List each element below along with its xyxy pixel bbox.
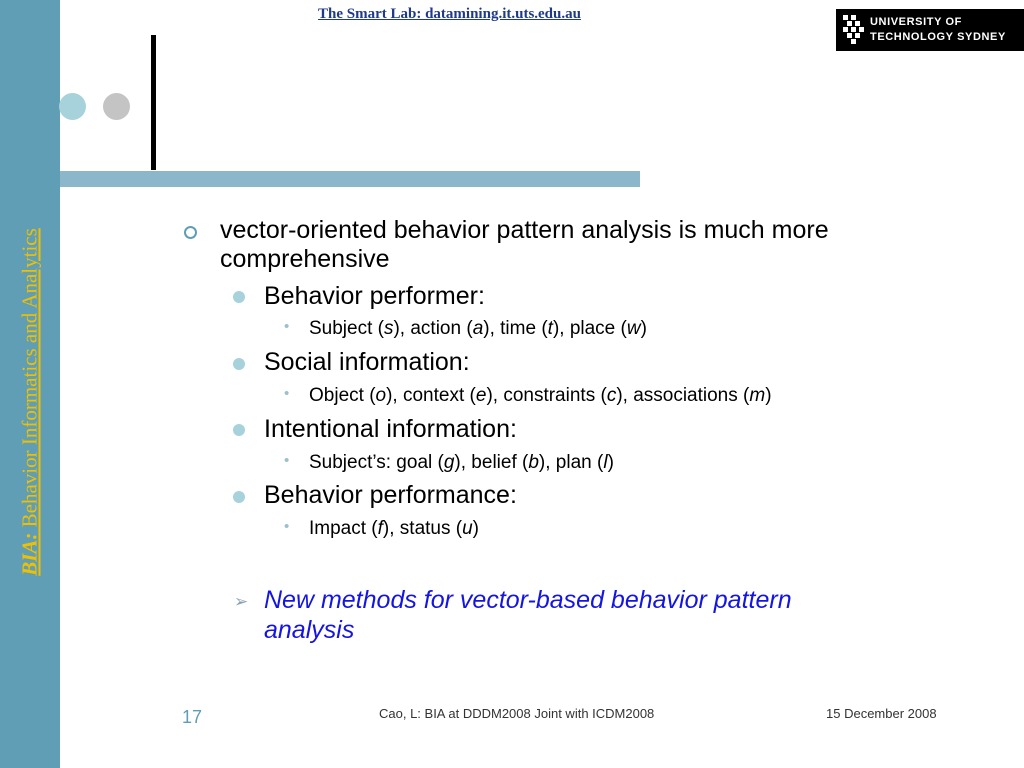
detail-text: Subject ( bbox=[309, 318, 384, 339]
main-bullet-line1: vector-oriented behavior pattern analysis is much more bbox=[220, 216, 829, 244]
detail-text: ) bbox=[607, 452, 614, 473]
detail-text: ), constraints ( bbox=[486, 385, 607, 406]
dot-bullet-icon bbox=[233, 358, 245, 370]
dot-bullet-icon bbox=[233, 424, 245, 436]
detail-text: ), place ( bbox=[552, 318, 627, 339]
group-detail bbox=[309, 452, 614, 474]
detail-variable: a bbox=[472, 318, 484, 339]
group-detail bbox=[309, 385, 772, 407]
detail-text: Impact ( bbox=[309, 518, 378, 539]
detail-variable: b bbox=[528, 452, 539, 473]
detail-text: ), context ( bbox=[386, 385, 476, 406]
group-detail bbox=[309, 318, 647, 340]
detail-variable: f bbox=[377, 518, 383, 539]
small-bullet-icon: • bbox=[284, 518, 290, 535]
detail-text: ), status ( bbox=[382, 518, 463, 539]
page-number: 17 bbox=[182, 707, 203, 727]
group-detail bbox=[309, 518, 479, 540]
detail-variable: e bbox=[475, 385, 487, 406]
sidebar-title-text: Behavior Informatics and Analytics bbox=[17, 228, 42, 533]
new-methods-line2: analysis bbox=[264, 616, 355, 644]
ring-bullet-icon bbox=[184, 226, 197, 239]
detail-text: ), action ( bbox=[393, 318, 473, 339]
new-methods-line1: New methods for vector-based behavior pattern bbox=[264, 586, 792, 614]
detail-variable: u bbox=[462, 518, 473, 539]
detail-text: ) bbox=[640, 318, 647, 339]
group-heading: Intentional information: bbox=[264, 415, 517, 443]
group-heading: Behavior performer: bbox=[264, 282, 485, 310]
arrow-bullet-icon: ➢ bbox=[234, 592, 249, 611]
detail-text: ) bbox=[765, 385, 772, 406]
detail-variable: o bbox=[375, 385, 387, 406]
group-heading: Social information: bbox=[264, 348, 470, 376]
detail-text: Object ( bbox=[309, 385, 376, 406]
footer-citation: Cao, L: BIA at DDDM2008 Joint with ICDM2008 bbox=[379, 706, 655, 721]
detail-text: ), time ( bbox=[483, 318, 548, 339]
small-bullet-icon: • bbox=[284, 318, 290, 335]
small-bullet-icon: • bbox=[284, 452, 290, 469]
detail-text: ), associations ( bbox=[616, 385, 750, 406]
sidebar-prefix: BIA: bbox=[17, 532, 42, 576]
detail-text: ), belief ( bbox=[454, 452, 529, 473]
main-bullet-line2: comprehensive bbox=[220, 245, 390, 273]
detail-variable: m bbox=[749, 385, 766, 406]
detail-variable: c bbox=[606, 385, 617, 406]
group-heading: Behavior performance: bbox=[264, 481, 517, 509]
small-bullet-icon: • bbox=[284, 385, 290, 402]
logo-line2: TECHNOLOGY SYDNEY bbox=[870, 31, 1006, 43]
footer-date: 15 December 2008 bbox=[826, 706, 937, 721]
dot-bullet-icon bbox=[233, 491, 245, 503]
header-link[interactable]: The Smart Lab: datamining.it.uts.edu.au bbox=[318, 6, 581, 22]
detail-text: ) bbox=[472, 518, 479, 539]
dot-bullet-icon bbox=[233, 291, 245, 303]
detail-variable: w bbox=[626, 318, 641, 339]
detail-variable: t bbox=[547, 318, 553, 339]
detail-variable: l bbox=[603, 452, 608, 473]
detail-text: Subject’s: goal ( bbox=[309, 452, 444, 473]
detail-text: ), plan ( bbox=[538, 452, 604, 473]
detail-variable: g bbox=[443, 452, 455, 473]
detail-variable: s bbox=[383, 318, 394, 339]
logo-line1: UNIVERSITY OF bbox=[870, 16, 962, 28]
